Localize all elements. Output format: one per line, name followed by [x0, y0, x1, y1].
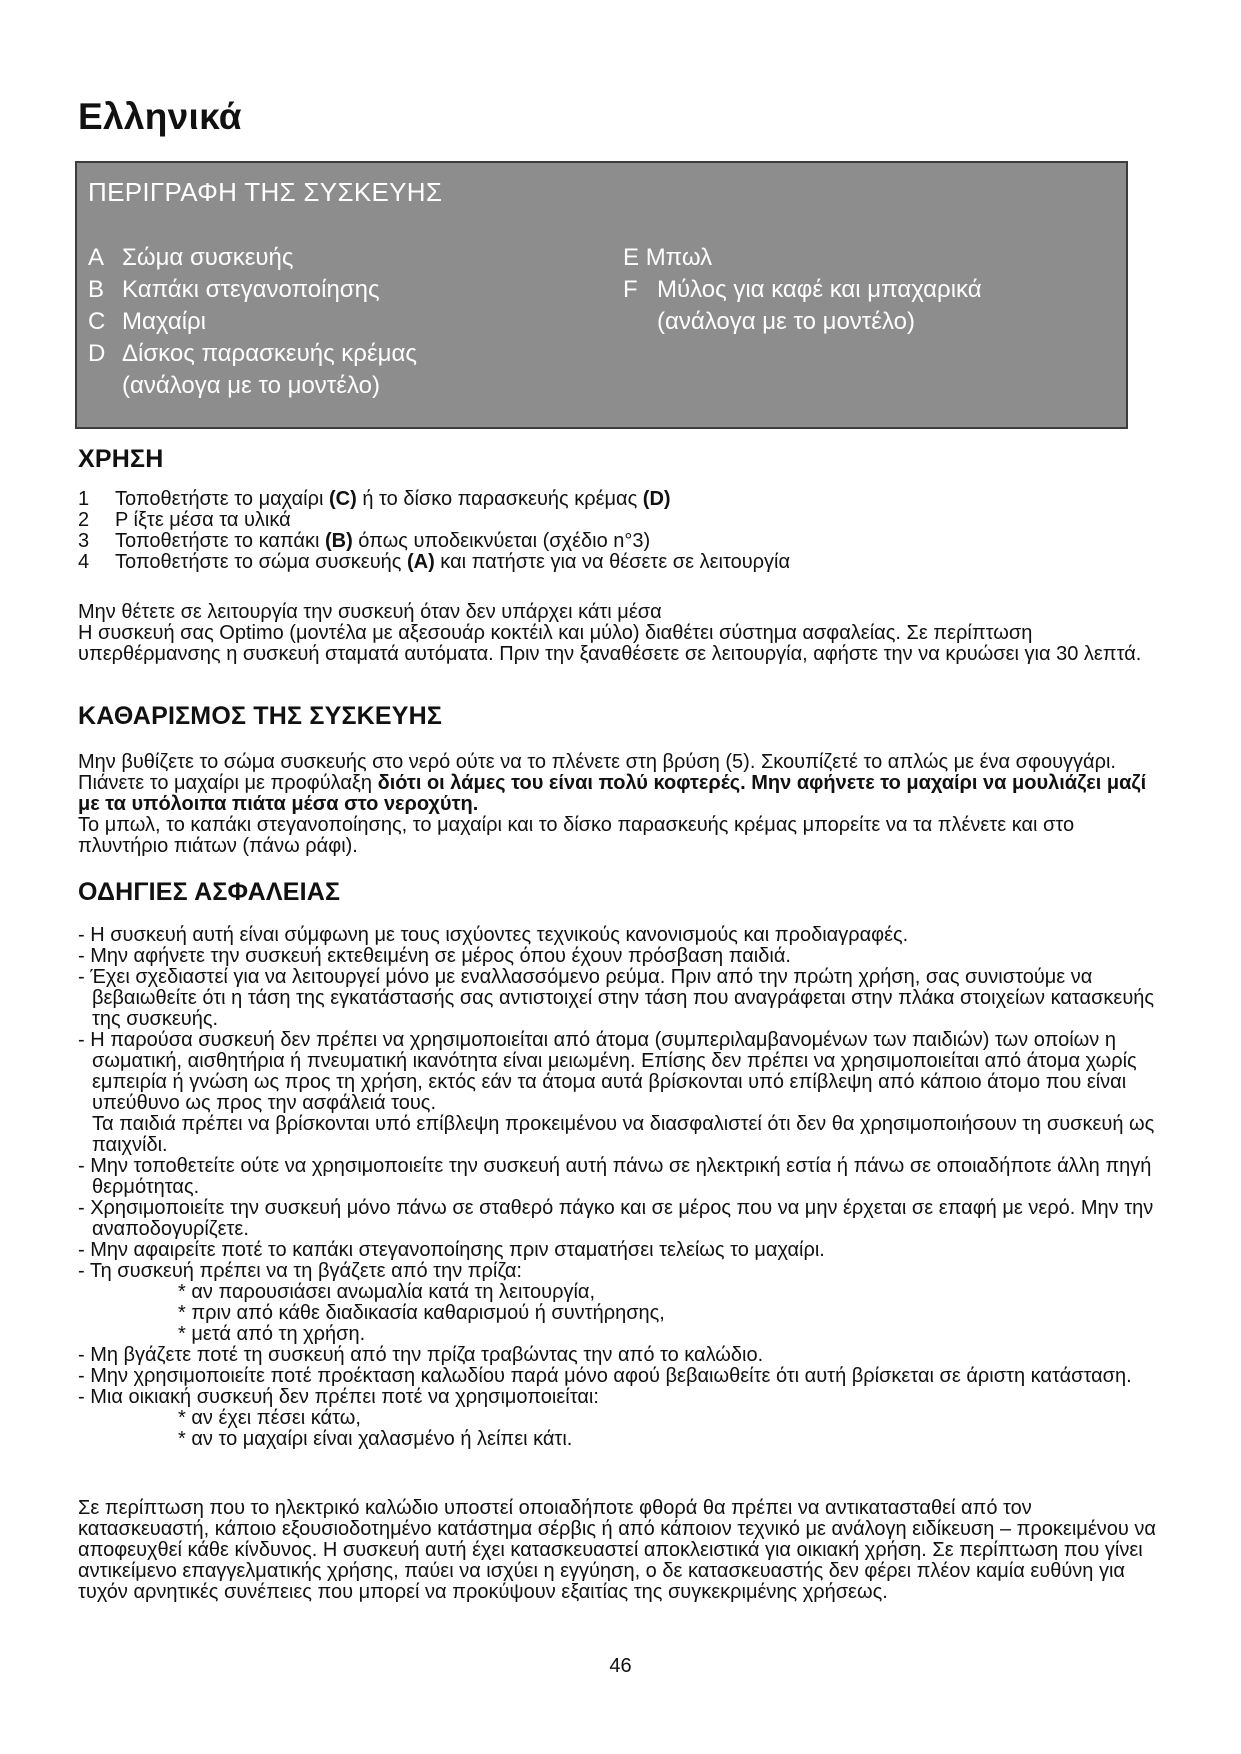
safety-subitem: * αν παρουσιάσει ανωμαλία κατά τη λειτουργία,: [178, 1281, 596, 1303]
safety-subitem: * μετά από τη χρήση.: [178, 1323, 366, 1345]
description-title: ΠΕΡΙΓΡΑΦΗ ΤΗΣ ΣΥΣΚΕΥΗΣ: [88, 177, 443, 207]
use-heading: ΧΡΗΣΗ: [78, 445, 164, 473]
use-step: 2 Ρ ίξτε μέσα τα υλικά: [78, 509, 291, 531]
language-title: Ελληνικά: [78, 96, 242, 137]
description-parts-left: [88, 242, 417, 402]
part-item: E Μπωλ: [623, 244, 713, 271]
safety-item: - Μην τοποθετείτε ούτε να χρησιμοποιείτε την συσκευή αυτή πάνω σε ηλεκτρική εστία ή πάνω σε οποιαδήποτε άλλη πηγή θερμότητας.: [78, 1155, 1152, 1198]
safety-list: [78, 925, 1168, 1450]
safety-closing-paragraph: Σε περίπτωση που το ηλεκτρικό καλώδιο υποστεί οποιαδήποτε φθορά θα πρέπει να αντικατασταθεί από τον κατασκευαστή, κάποιο εξουσιοδοτημένο κατάστημα σέρβις ή από κάποιον τεχνικό με ανάλογη ειδίκευση – προκειμένου να αποφευχθεί κάθε κίνδυνος. Η συσκευή αυτή έχει κατασκευαστεί αποκλειστικά για οικιακή χρήση. Σε περίπτωση που γίνει αντικείμενο επαγγελματικής χρήσης, παύει να ισχύει η εγγύηση, ο δε κατασκευαστής δεν φέρει πλέον καμία ευθύνη για τυχόν αρνητικές συνέπειες που μπορεί να προκύψουν εξαιτίας της συγκεκριμένης χρήσεως.: [78, 1497, 1156, 1603]
description-box: [75, 161, 1128, 429]
description-parts-right: [623, 242, 982, 338]
safety-item: - Χρησιμοποιείτε την συσκευή μόνο πάνω σε σταθερό πάγκο και σε μέρος που να μην έρχεται σε επαφή με νερό. Μην την αναποδογυρίζετε.: [78, 1197, 1154, 1240]
part-item: D Δίσκος παρασκευής κρέμας (ανάλογα με το μοντέλο): [88, 340, 417, 399]
safety-item: - Η συσκευή αυτή είναι σύμφωνη με τους ισχύοντες τεχνικούς κανονισμούς και προδιαγραφές.: [78, 924, 909, 946]
safety-item: - Έχει σχεδιαστεί για να λειτουργεί μόνο με εναλλασσόμενο ρεύμα. Πριν από την πρώτη χρήση, σας συνιστούμε να βεβαιωθείτε ότι η τάση της εγκατάστασής σας αντιστοιχεί στην τάση που αναγράφεται στην πλάκα στοιχείων κατασκευής της συσκευής.: [78, 966, 1155, 1030]
safety-subitem: * αν έχει πέσει κάτω,: [178, 1407, 361, 1429]
page-number: 46: [609, 1655, 632, 1677]
use-step: 1 Τοποθετήστε το μαχαίρι (C) ή το δίσκο παρασκευής κρέμας (D): [78, 488, 671, 510]
part-item: F Μύλος για καφέ και μπαχαρικά (ανάλογα με το μοντέλο): [623, 276, 982, 335]
safety-item: - Μη βγάζετε ποτέ τη συσκευή από την πρίζα τραβώντας την από το καλώδιο.: [78, 1344, 764, 1366]
part-item: C Μαχαίρι: [88, 308, 207, 335]
safety-item: - Η παρούσα συσκευή δεν πρέπει να χρησιμοποιείται από άτομα (συμπεριλαμβανομένων των παιδιών) των οποίων η σωματική, αισθητήρια ή πνευματική ικανότητα είναι μειωμένη. Επίσης δεν πρέπει να χρησιμοποιείται από άτομα χωρίς εμπειρία ή γνώση ως προς τη χρήση, εκτός εάν τα άτομα αυτά βρίσκονται υπό επίβλεψη από κάποιο άτομο που είναι υπεύθυνο ως προς την ασφάλειά τους.: [78, 1029, 1137, 1114]
use-steps: [78, 489, 790, 573]
part-item: B Καπάκι στεγανοποίησης: [88, 276, 380, 303]
safety-item: - Μην χρησιμοποιείτε ποτέ προέκταση καλωδίου παρά μόνο αφού βεβαιωθείτε ότι αυτή βρίσκεται σε άριστη κατάσταση.: [78, 1365, 1132, 1387]
safety-item: - Μην αφαιρείτε ποτέ το καπάκι στεγανοποίησης πριν σταματήσει τελείως το μαχαίρι.: [78, 1239, 825, 1261]
use-step: 3 Τοποθετήστε το καπάκι (B) όπως υποδεικνύεται (σχέδιο n°3): [78, 530, 651, 552]
safety-item: - Τη συσκευή πρέπει να τη βγάζετε από την πρίζα:: [78, 1260, 522, 1282]
safety-heading: ΟΔΗΓΙΕΣ ΑΣΦΑΛΕΙΑΣ: [78, 878, 341, 906]
safety-item: - Μια οικιακή συσκευή δεν πρέπει ποτέ να χρησιμοποιείται:: [78, 1386, 599, 1408]
part-item: A Σώμα συσκευής: [88, 244, 294, 271]
safety-item: Τα παιδιά πρέπει να βρίσκονται υπό επίβλεψη προκειμένου να διασφαλιστεί ότι δεν θα χρησιμοποιήσουν τη συσκευή ως παιχνίδι.: [92, 1113, 1155, 1156]
use-warning: Μην θέτετε σε λειτουργία την συσκευή όταν δεν υπάρχει κάτι μέσα Η συσκευή σας Optimo (μοντέλα με αξεσουάρ κοκτέιλ και μύλο) διαθέτει σύστημα ασφαλείας. Σε περίπτωση υπερθέρμανσης η συσκευή σταματά αυτόματα. Πριν την ξαναθέσετε σε λειτουργία, αφήστε την να κρυώσει για 30 λεπτά.: [78, 601, 1142, 665]
safety-subitem: * πριν από κάθε διαδικασία καθαρισμού ή συντήρησης,: [178, 1302, 665, 1324]
cleaning-text: Μην βυθίζετε το σώμα συσκευής στο νερό ούτε να το πλένετε στη βρύση (5). Σκουπίζετέ το απλώς με ένα σφουγγάρι. Πιάνετε το μαχαίρι με προφύλαξη διότι οι λάμες του είναι πολύ κοφτερές. Μην αφήνετε το μαχαίρι να μουλιάζει μαζί με τα υπόλοιπα πιάτα μέσα στο νεροχύτη. Το μπωλ, το καπάκι στεγανοποίησης, το μαχαίρι και το δίσκο παρασκευής κρέμας μπορείτε να τα πλένετε και στο πλυντήριο πιάτων (πάνω ράφι).: [78, 751, 1147, 857]
safety-subitem: * αν το μαχαίρι είναι χαλασμένο ή λείπει κάτι.: [178, 1428, 573, 1450]
safety-item: - Μην αφήνετε την συσκευή εκτεθειμένη σε μέρος όπου έχουν πρόσβαση παιδιά.: [78, 945, 791, 967]
use-step: 4 Τοποθετήστε το σώμα συσκευής (A) και πατήστε για να θέσετε σε λειτουργία: [78, 551, 791, 573]
cleaning-heading: ΚΑΘΑΡΙΣΜΟΣ ΤΗΣ ΣΥΣΚΕΥΗΣ: [78, 702, 443, 730]
